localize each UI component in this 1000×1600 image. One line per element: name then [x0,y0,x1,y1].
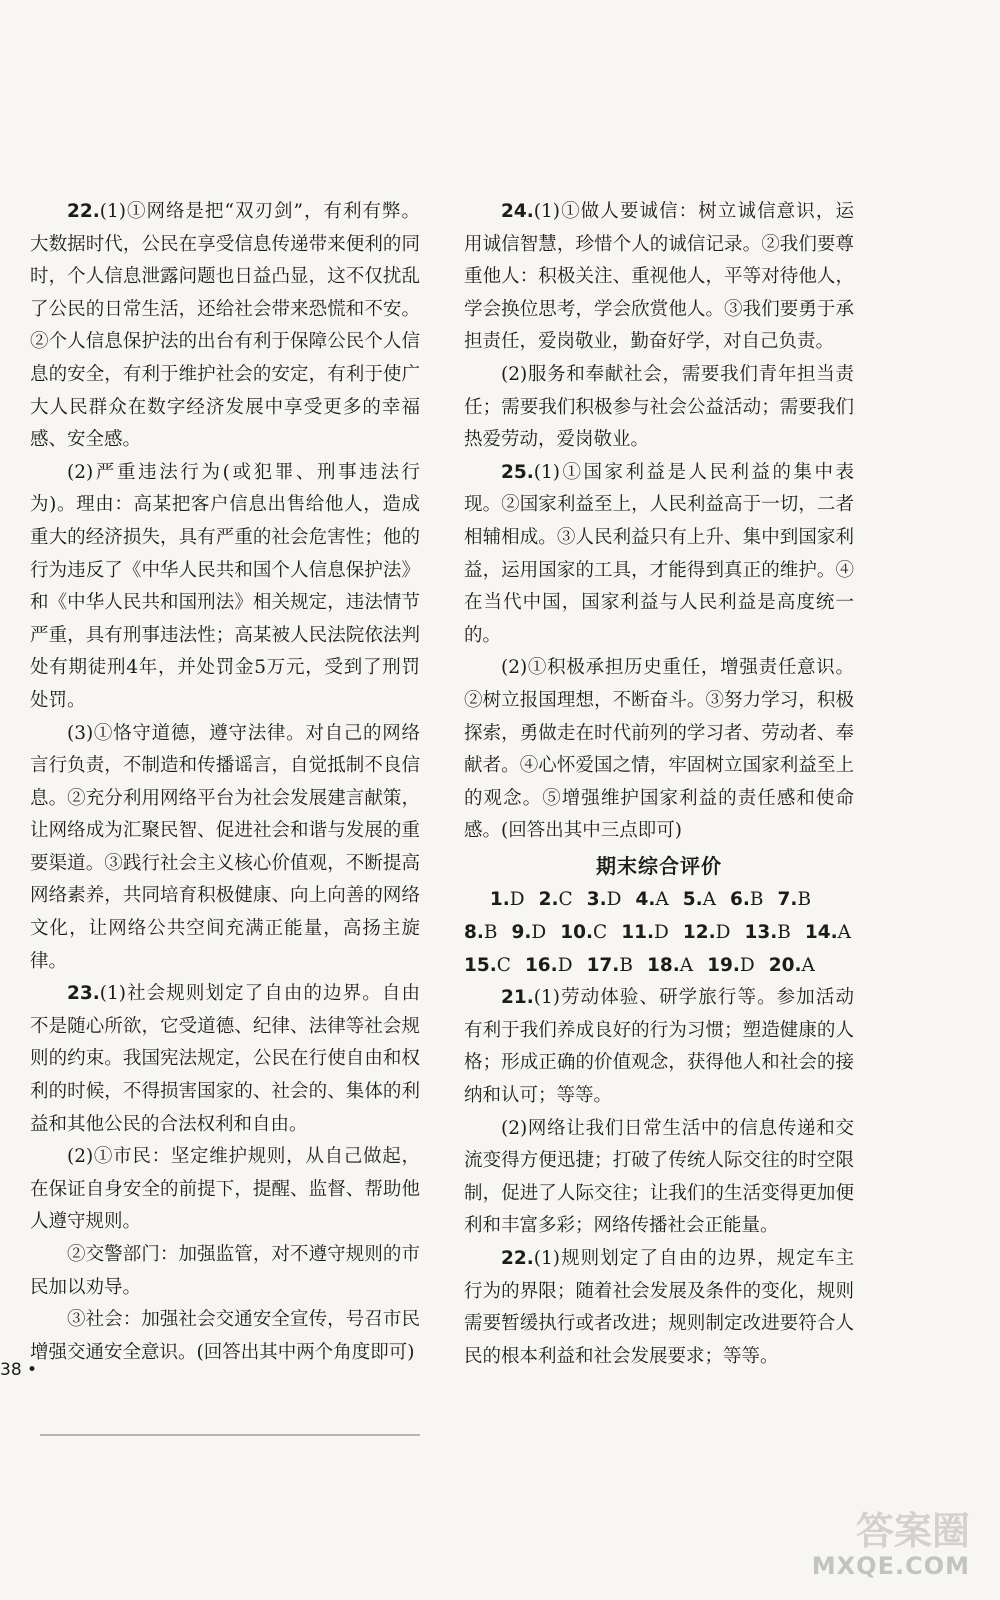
choice-answer [647,950,693,983]
choice-letter: A [655,889,669,911]
choice-letter: B [483,922,498,944]
answer-text: (1)规则划定了自由的边界，规定车主行为的界限；随着社会发展及条件的变化，规则需要暂缓执行或者改进；规则制定改进要符合人民的根本利益和社会发展要求；等等。 [464,1248,854,1367]
choice-answer [683,884,716,917]
answer-row [464,884,854,917]
watermark-logo: 答案圈 [855,1509,970,1553]
question-number: 23. [67,983,100,1005]
choice-number: 8. [464,922,484,944]
choice-letter: B [749,889,764,911]
choice-answer [730,884,764,917]
choice-answer [769,950,815,983]
answer-text: (1)①网络是把“双刃剑”，有利有弊。大数据时代，公民在享受信息传递带来便利的同时，个人信息泄露问题也日益凸显，这不仅扰乱了公民的日常生活，还给社会带来恐慌和不安。②个人信息保护法的出台有利于保障公民个人信息的安全，有利于维护社会的安定，有利于使广大人民群众在数字经济发展中享受更多的幸福感、安全感。 [30,201,420,451]
choice-letter: B [777,922,791,944]
choice-letter: D [557,954,573,976]
choice-answer [512,917,547,950]
choice-number: 20. [768,954,802,976]
choice-answer [490,884,525,917]
question-number: 22. [501,1248,534,1269]
right-column [464,196,854,1373]
choice-letter: A [837,922,851,944]
question-number: 24. [501,201,534,222]
answer-row [464,950,854,983]
choice-number: 19. [707,954,740,976]
choice-letter: A [679,954,694,976]
choice-letter: A [702,889,717,911]
choice-number: 15. [464,954,497,976]
choice-number: 11. [621,922,654,944]
choice-answer [707,950,755,983]
choice-answer [464,950,511,983]
choice-letter: B [797,889,812,911]
choice-number: 9. [511,922,532,944]
choice-answer [744,917,790,950]
choice-number: 6. [730,889,750,911]
choice-letter: A [801,954,815,976]
answer-text: (1)①做人要诚信：树立诚信意识，运用诚信智慧，珍惜个人的诚信记录。②我们要尊重他人：积极关注、重视他人，平等对待他人，学会换位思考，学会欣赏他人。③我们要勇于承担责任，爱岗敬业，勤奋好学，对自己负责。 [464,201,854,353]
answer-paragraph: (2)严重违法行为(或犯罪、刑事违法行为)。理由：高某把客户信息出售给他人，造成重大的经济损失，具有严重的社会危害性；他的行为违反了《中华人民共和国个人信息保护法》和《中华人民共和国刑法》相关规定，违法情节严重，具有刑事违法性；高某被人民法院依法判处有期徒刑4年，并处罚金5万元，受到了刑罚处罚。 [30,461,420,711]
answer-paragraph [464,1243,854,1373]
answer-paragraph: ③社会：加强社会交通安全宣传，号召市民增强交通安全意识。(回答出其中两个角度即可) [30,1309,420,1363]
answer-paragraph [30,196,420,457]
choice-answer [539,884,573,917]
answer-paragraph: (2)①市民：坚定维护规则，从自己做起，在保证自身安全的前提下，提醒、监督、帮助他人遵守规则。 [30,1146,420,1233]
answer-paragraph: (2)服务和奉献社会，需要我们青年担当责任；需要我们积极参与社会公益活动；需要我们热爱劳动，爱岗敬业。 [464,363,854,451]
choice-answer [587,884,622,917]
choice-answer [587,950,633,983]
answer-row [464,917,854,950]
watermark-site: MXQE.COM [811,1552,970,1580]
choice-answer [621,917,669,950]
choice-number: 12. [682,922,716,944]
choice-number: 5. [682,889,703,911]
answer-paragraph: (2)①积极承担历史重任，增强责任意识。②树立报国理想，不断奋斗。③努力学习，积极探索，勇做走在时代前列的学习者、劳动者、奉献者。④心怀爱国之情，牢固树立国家利益至上的观念。⑤增强维护国家利益的责任感和使命感。(回答出其中三点即可) [464,657,854,842]
section-title: 期末综合评价 [596,853,722,878]
choice-number: 2. [538,889,559,911]
choice-letter: B [619,954,633,976]
answer-text: (1)社会规则划定了自由的边界。自由不是随心所欲，它受道德、纪律、法律等社会规则的约束。我国宪法规定，公民在行使自由和权利的时候，不得损害国家的、社会的、集体的利益和其他公民的合法权利和自由。 [30,983,420,1135]
choice-number: 1. [489,889,510,911]
answer-paragraph: (2)网络让我们日常生活中的信息传递和交流变得方便迅捷；打破了传统人际交往的时空限制，促进了人际交往；让我们的生活变得更加便利和丰富多彩；网络传播社会正能量。 [464,1117,854,1237]
answer-text: (1)①国家利益是人民利益的集中表现。②国家利益至上，人民利益高于一切，二者相辅相成。③人民利益只有上升、集中到国家利益，运用国家的工具，才能得到真正的维护。④在当代中国，国家利益与人民利益是高度统一的。 [464,461,854,646]
choice-number: 7. [777,889,798,911]
choice-letter: D [531,922,547,944]
choice-letter: D [739,954,755,976]
choice-answer [464,917,498,950]
choice-letter: C [593,922,608,944]
choice-answer [805,917,851,950]
left-column [30,196,420,1369]
answer-paragraph [30,978,420,1141]
question-number: 25. [501,461,534,483]
choice-letter: C [558,889,573,911]
question-number: 22. [67,201,100,222]
choice-number: 14. [804,922,838,944]
answer-paragraph [464,982,854,1112]
answer-paragraph: (3)①恪守道德，遵守法律。对自己的网络言行负责，不制造和传播谣言，自觉抵制不良信息。②充分利用网络平台为社会发展建言献策，让网络成为汇聚民智、促进社会和谐与发展的重要渠道。③践行社会主义核心价值观，不断提高网络素养，共同培育积极健康、向上向善的网络文化，让网络公共空间充满正能量，高扬主旋律。 [30,722,420,972]
choice-answer [635,884,668,917]
choice-answers [464,884,854,982]
page-number: 38 • [0,1360,38,1380]
answer-paragraph: ②交警部门：加强监管，对不遵守规则的市民加以劝导。 [30,1244,420,1298]
choice-letter: C [496,954,511,976]
answer-paragraph [464,457,854,653]
answer-paragraph [464,196,854,359]
answer-text: (1)劳动体验、研学旅行等。参加活动有利于我们养成良好的行为习惯；塑造健康的人格；形成正确的价值观念，获得他人和社会的接纳和认可；等等。 [464,987,854,1107]
question-number: 21. [501,987,534,1009]
choice-number: 18. [646,954,680,976]
choice-answer [778,884,812,917]
choice-answer [560,917,607,950]
choice-answer [683,917,731,950]
choice-number: 10. [560,922,594,944]
choice-letter: D [509,889,525,911]
choice-letter: D [715,922,731,944]
choice-answer [525,950,573,983]
watermark [770,1500,970,1590]
choice-number: 16. [524,954,558,976]
choice-number: 17. [586,954,620,976]
choice-letter: D [606,889,622,911]
bottom-divider [40,1434,420,1436]
choice-letter: D [653,922,669,944]
choice-number: 4. [635,889,656,911]
choice-number: 3. [586,889,607,911]
choice-number: 13. [744,922,778,944]
